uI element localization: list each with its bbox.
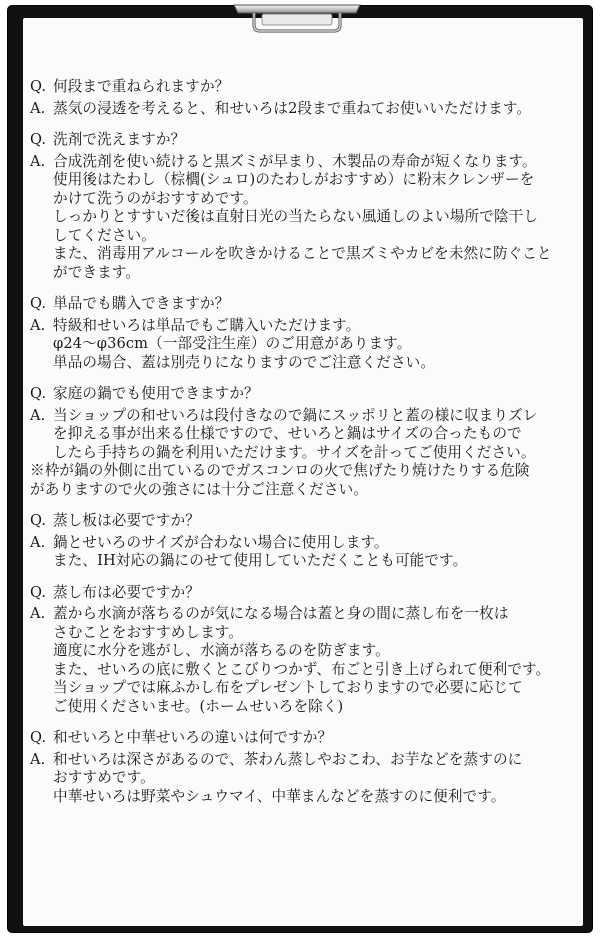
answer-text — [53, 317, 570, 373]
caution-note: がありますので火の強さには十分ご注意ください。 — [30, 480, 368, 498]
answer-line: 和せいろは深さがあるので、茶わん蒸しやおこわ、お芋などを蒸すのに — [53, 750, 523, 768]
answer-line: 中華せいろは野菜やシュウマイ、中華まんなどを蒸すのに便利です。 — [53, 787, 506, 805]
answer-label: A. — [30, 533, 46, 551]
answer-line: 特級和せいろは単品でもご購入いただけます。 — [53, 316, 361, 334]
faq-item — [30, 729, 570, 806]
answer-row — [30, 751, 570, 807]
answer-line: 蒸気の浸透を考えると、和せいろは2段まで重ねてお使いいただけます。 — [53, 99, 532, 117]
question-label: Q. — [30, 512, 47, 529]
answer-label: A. — [30, 406, 46, 424]
answer-line: 当ショップでは麻ふかし布をプレゼントしておりますので必要に応じて — [53, 679, 523, 696]
answer-line: かけて洗うのがおすすめです。 — [53, 189, 258, 207]
question-label: Q. — [30, 78, 47, 95]
answer-line: ができます。 — [53, 263, 140, 281]
answer-line: してください。 — [53, 226, 156, 244]
faq-item — [30, 512, 570, 571]
question-label: Q. — [30, 729, 47, 746]
answer-text — [53, 407, 570, 463]
answer-line: 鍋とせいろのサイズが合わない場合に使用します。 — [53, 533, 389, 551]
answer-line: 使用後はたわし（棕櫚(シュロ)のたわしがおすすめ）に粉末クレンザーを — [53, 171, 535, 188]
answer-line: また、せいろの底に敷くとこびりつかず、布ごと引き上げられて便利です。 — [53, 660, 551, 678]
binder-clip-icon — [232, 1, 362, 33]
answer-line: 合成洗剤を使い続けると黒ズミが早まり、木製品の寿命が短くなります。 — [53, 152, 537, 170]
question-row — [30, 295, 570, 314]
answer-line: また、消毒用アルコールを吹きかけることで黒ズミやカビを未然に防ぐこと — [53, 245, 552, 262]
answer-line: したら手持ちの鍋を利用いただけます。サイズを計ってご使用ください。 — [53, 443, 536, 461]
question-text: 洗剤で洗えますか？ — [53, 131, 186, 148]
question-label: Q. — [30, 295, 47, 312]
answer-text — [53, 605, 570, 716]
answer-line: φ24～φ36cm（一部受注生産）のご用意があります。 — [53, 335, 412, 352]
answer-row — [30, 100, 570, 119]
answer-line: おすすめです。 — [53, 769, 155, 786]
answer-text — [53, 100, 570, 119]
answer-row — [30, 605, 570, 716]
question-text: 蒸し布は必要ですか？ — [53, 583, 200, 601]
answer-label: A. — [30, 316, 46, 334]
faq-item — [30, 131, 570, 282]
answer-label: A. — [30, 152, 46, 170]
caution-note: ※枠が鍋の外側に出ているのでガスコンロの火で焦げたり焼けたりする危険 — [30, 462, 530, 479]
question-row — [30, 385, 570, 404]
question-label: Q. — [30, 583, 47, 601]
answer-row — [30, 153, 570, 283]
question-text: 何段まで重ねられますか？ — [53, 78, 230, 95]
answer-line: また、IH対応の鍋にのせて使用していただくことも可能です。 — [53, 552, 468, 569]
answer-label: A. — [30, 750, 46, 768]
faq-list — [30, 78, 570, 819]
question-row — [30, 512, 570, 531]
faq-item — [30, 584, 570, 717]
answer-label: A. — [30, 605, 46, 622]
answer-line: ご使用くださいませ。(ホームせいろを除く) — [53, 697, 344, 715]
faq-item — [30, 385, 570, 499]
question-row — [30, 131, 570, 150]
question-label: Q. — [30, 385, 47, 402]
answer-row — [30, 317, 570, 373]
answer-row — [30, 407, 570, 463]
answer-line: 蓋から水滴が落ちるのが気になる場合は蓋と身の間に蒸し布を一枚は — [53, 605, 509, 622]
answer-line: を抑える事が出来る仕様ですので、せいろと鍋はサイズの合ったもので — [53, 425, 522, 442]
question-row — [30, 78, 570, 97]
question-text: 家庭の鍋でも使用できますか？ — [53, 385, 259, 402]
answer-row — [30, 534, 570, 571]
faq-item — [30, 78, 570, 118]
question-text: 蒸し板は必要ですか？ — [53, 512, 200, 529]
question-row — [30, 584, 570, 603]
answer-line: 単品の場合、蓋は別売りになりますのでご注意ください。 — [53, 353, 436, 371]
answer-line: 当ショップの和せいろは段付きなので鍋にスッポリと蓋の様に収まりズレ — [53, 406, 538, 424]
answer-text — [53, 751, 570, 807]
question-row — [30, 729, 570, 748]
answer-line: しっかりとすすいだ後は直射日光の当たらない風通しのよい場所で陰干し — [53, 208, 539, 225]
answer-label: A. — [30, 99, 46, 117]
question-text: 和せいろと中華せいろの違いは何ですか？ — [53, 729, 333, 746]
answer-text — [53, 153, 570, 283]
question-label: Q. — [30, 131, 47, 148]
question-text: 単品でも購入できますか？ — [53, 295, 230, 312]
answer-line: 適度に水分を逃がし、水滴が落ちるのを防ぎます。 — [53, 642, 390, 659]
answer-line: さむことをおすすめします。 — [53, 623, 243, 641]
faq-item — [30, 295, 570, 372]
answer-text — [53, 534, 570, 571]
